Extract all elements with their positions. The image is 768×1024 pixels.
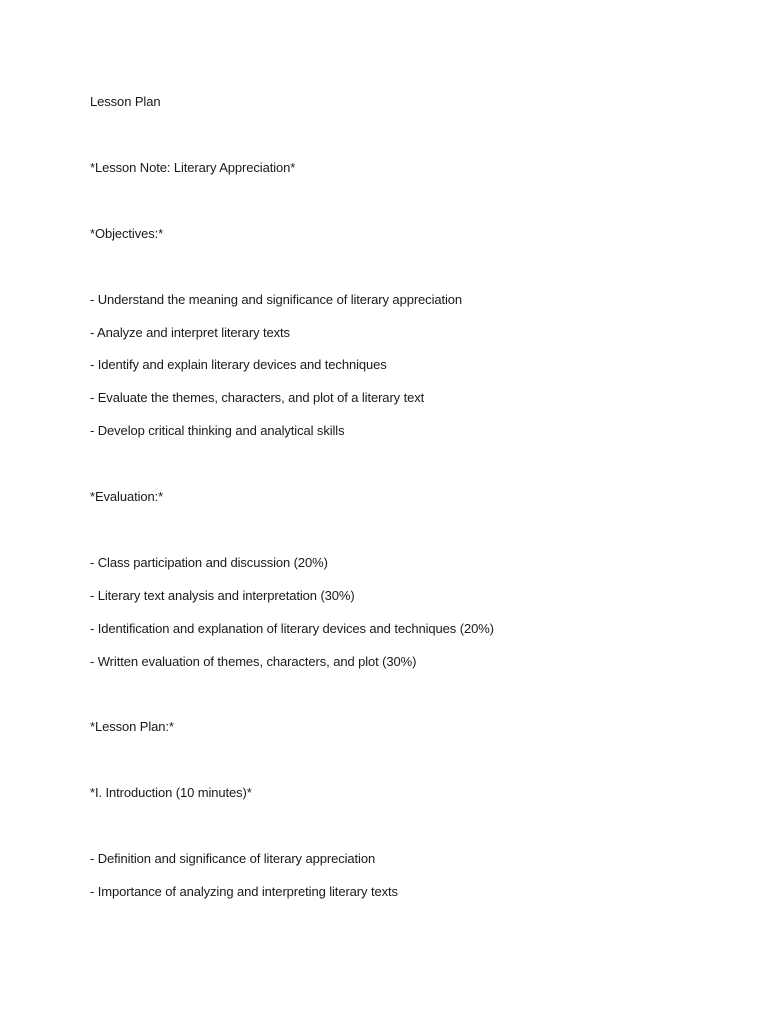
objective-item: - Understand the meaning and significance of literary appreciation bbox=[90, 292, 463, 307]
objective-item: - Analyze and interpret literary texts bbox=[90, 325, 290, 340]
evaluation-item: - Class participation and discussion (20%) bbox=[90, 555, 328, 570]
evaluation-item: - Literary text analysis and interpretation (30%) bbox=[90, 588, 355, 603]
introduction-item: - Importance of analyzing and interpreting literary texts bbox=[90, 884, 398, 899]
evaluation-item: - Identification and explanation of literary devices and techniques (20%) bbox=[90, 621, 494, 636]
lesson-plan-heading: *Lesson Plan:* bbox=[90, 719, 174, 734]
evaluation-heading: *Evaluation:* bbox=[90, 489, 164, 504]
objective-item: - Develop critical thinking and analytical skills bbox=[90, 423, 345, 438]
lesson-note-heading: *Lesson Note: Literary Appreciation* bbox=[90, 160, 296, 175]
evaluation-item: - Written evaluation of themes, characters, and plot (30%) bbox=[90, 654, 417, 669]
objective-item: - Evaluate the themes, characters, and plot of a literary text bbox=[90, 390, 425, 405]
document-title: Lesson Plan bbox=[90, 94, 161, 109]
introduction-item: - Definition and significance of literary appreciation bbox=[90, 851, 376, 866]
objectives-heading: *Objectives:* bbox=[90, 226, 164, 241]
introduction-heading: *I. Introduction (10 minutes)* bbox=[90, 785, 252, 800]
objective-item: - Identify and explain literary devices and techniques bbox=[90, 357, 387, 372]
